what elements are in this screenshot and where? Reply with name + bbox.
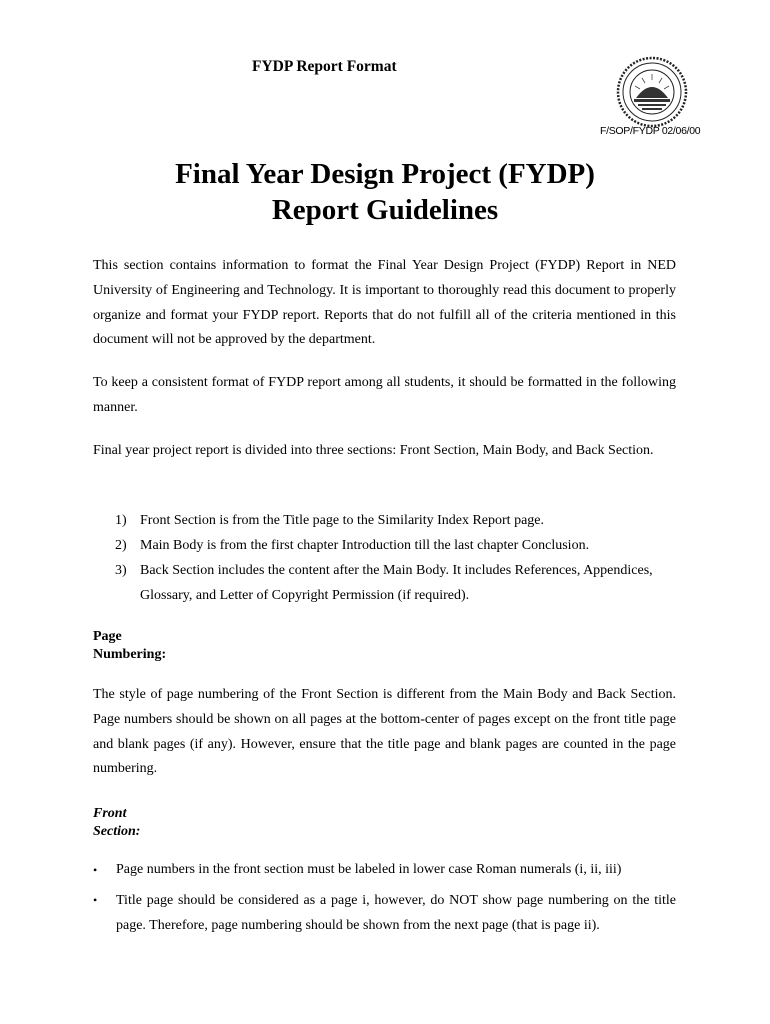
heading-line: Numbering: bbox=[93, 647, 167, 662]
front-section-bullets bbox=[93, 862, 676, 938]
intro-paragraph: This section contains information to format the Final Year Design Project (FYDP) Report in NED University of Engineering and Technology. It is important to thoroughly read this document to properly organize and format your FYDP report. Reports that do not fulfill all of the criteria mentioned in this document will not be approved by the department. bbox=[93, 258, 676, 348]
list-number: 1) bbox=[115, 513, 127, 528]
list-item bbox=[93, 862, 676, 878]
list-text: Front Section is from the Title page to the Similarity Index Report page. bbox=[140, 513, 545, 528]
page-title bbox=[0, 156, 770, 228]
section-list bbox=[115, 508, 680, 608]
form-code: F/SOP/FYDP 02/06/00 bbox=[600, 125, 701, 137]
heading-line: Page bbox=[93, 629, 122, 644]
list-number: 2) bbox=[115, 538, 127, 553]
list-item bbox=[115, 533, 680, 558]
consistent-format-paragraph: To keep a consistent format of FYDP report among all students, it should be formatted in the following manner. bbox=[93, 375, 676, 415]
title-line-1: Final Year Design Project (FYDP) bbox=[175, 158, 595, 190]
list-item bbox=[115, 508, 680, 533]
list-text: Main Body is from the first chapter Introduction till the last chapter Conclusion. bbox=[140, 538, 590, 553]
list-item bbox=[115, 558, 680, 608]
list-number: 3) bbox=[115, 563, 127, 578]
bullet-text: Page numbers in the front section must be labeled in lower case Roman numerals (i, ii, iii) bbox=[116, 862, 622, 877]
bullet-icon: • bbox=[93, 863, 98, 877]
page-numbering-heading bbox=[93, 628, 293, 664]
page-numbering-paragraph: The style of page numbering of the Front Section is different from the Main Body and Back Section. Page numbers should be shown on all pages at the bottom-center of pages except on the front title page and blank pages (if any). However, ensure that the title page and blank pages are counted in the page numbering. bbox=[93, 687, 676, 777]
document-label: FYDP Report Format bbox=[252, 58, 397, 75]
university-seal-icon bbox=[614, 54, 690, 130]
heading-line: Section: bbox=[93, 824, 141, 839]
sections-paragraph: Final year project report is divided into three sections: Front Section, Main Body, and Back Section. bbox=[93, 443, 654, 458]
title-line-2: Report Guidelines bbox=[271, 194, 499, 226]
list-text: Back Section includes the content after the Main Body. It includes References, Appendices, Glossary, and Letter of Copyright Permission (if required). bbox=[140, 563, 653, 603]
front-section-heading bbox=[93, 805, 293, 841]
bullet-icon: • bbox=[93, 893, 98, 907]
list-item bbox=[93, 888, 676, 938]
bullet-text: Title page should be considered as a page i, however, do NOT show page numbering on the title page. Therefore, page numbering should be shown from the next page (that is page ii). bbox=[116, 893, 676, 933]
heading-line: Front bbox=[93, 806, 127, 821]
